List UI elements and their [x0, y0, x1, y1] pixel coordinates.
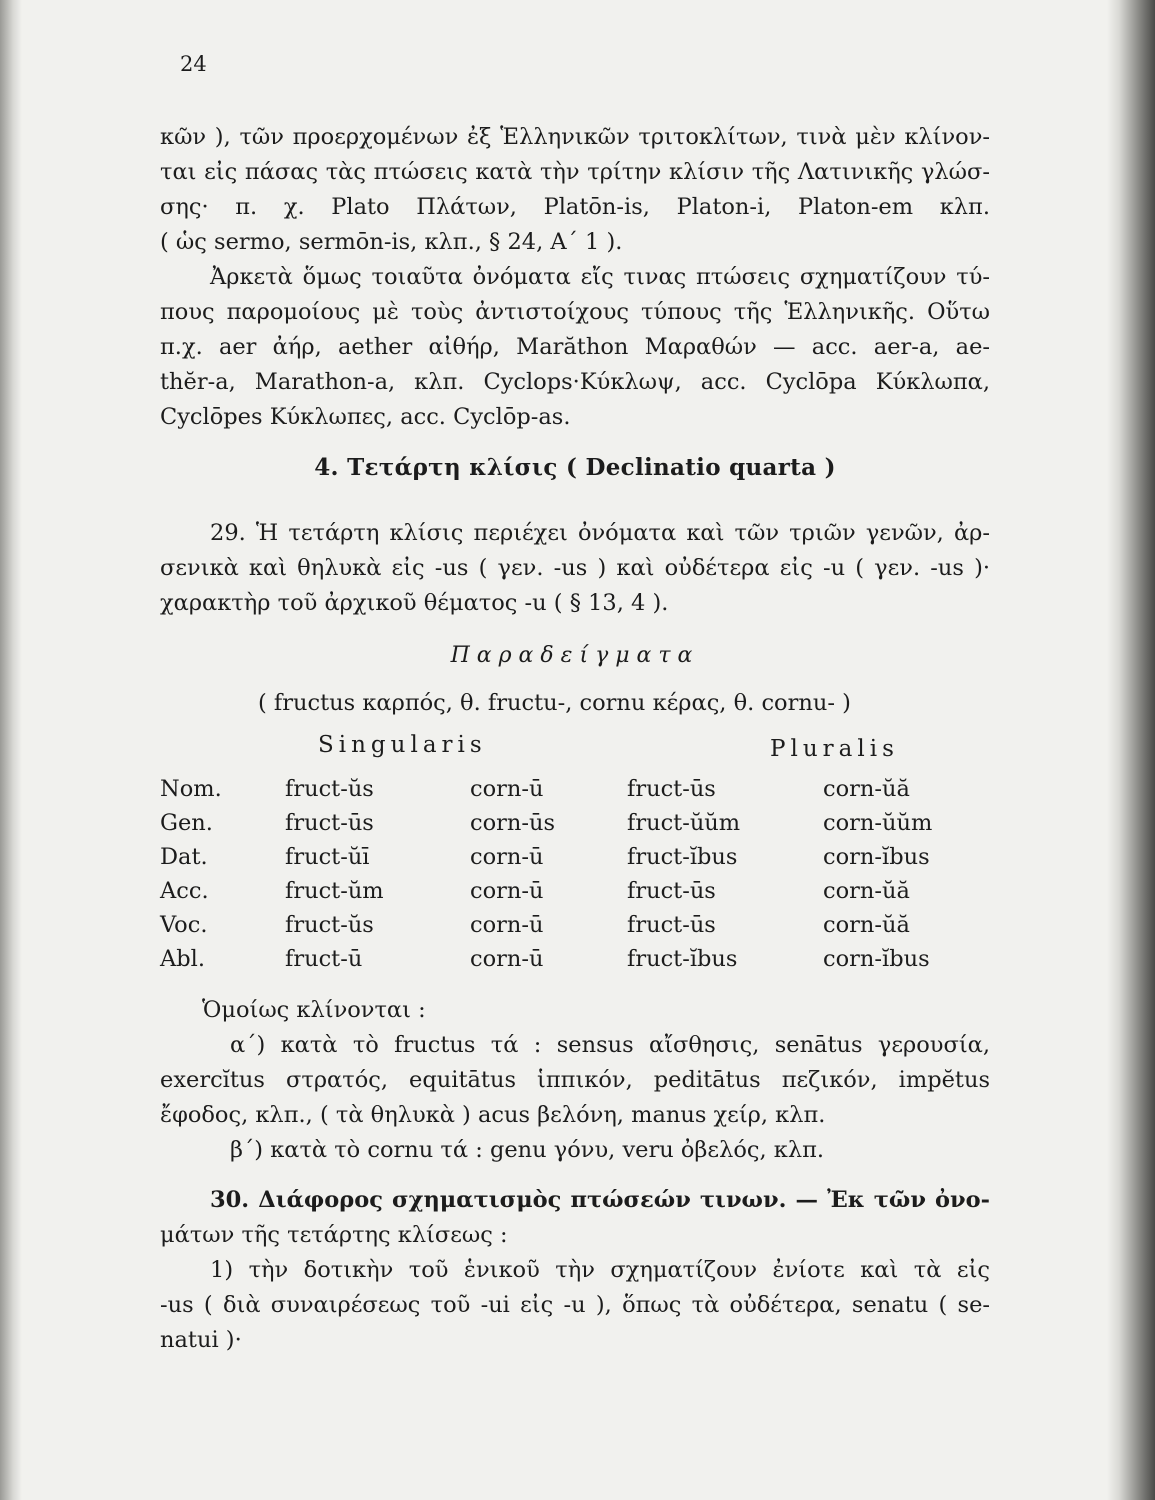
- table-cell: fruct-ū: [285, 946, 363, 972]
- text-line: α΄) κατὰ τὸ fructus τά : sensus αἴσθησις, senātus γερουσία,: [230, 1032, 990, 1058]
- table-cell: fruct-ĭbus: [627, 946, 738, 972]
- table-cell: corn-ū: [470, 776, 544, 802]
- table-cell: fruct-ĭbus: [627, 844, 738, 870]
- table-cell: corn-ŭă: [823, 878, 910, 904]
- text-line: 30. Διάφορος σχηματισμὸς πτώσεών τινων. — Ἐκ τῶν ὀνο-: [210, 1187, 990, 1213]
- text-line: σενικὰ καὶ θηλυκὰ εἰς -us ( γεν. -us ) καὶ οὐδέτερα εἰς -u ( γεν. -us )·: [160, 555, 990, 581]
- text-line: 1) τὴν δοτικὴν τοῦ ἑνικοῦ τὴν σχηματίζουν ἐνίοτε καὶ τὰ εἰς: [210, 1257, 990, 1283]
- singularis-header: Singularis: [318, 732, 487, 758]
- text-line: Cyclōpes Κύκλωπες, acc. Cyclōp-as.: [160, 404, 571, 430]
- table-cell: fruct-ŭm: [285, 878, 384, 904]
- page-edge-left: [0, 0, 22, 1500]
- table-cell: corn-ū: [470, 844, 544, 870]
- table-cell: fruct-ŭī: [285, 844, 370, 870]
- text-line: ἔφοδος, κλπ., ( τὰ θηλυκὰ ) acus βελόνη, manus χείρ, κλπ.: [160, 1102, 826, 1128]
- text-line: χαρακτὴρ τοῦ ἀρχικοῦ θέματος -u ( § 13, 4 ).: [160, 590, 669, 616]
- table-cell: corn-ū: [470, 946, 544, 972]
- table-row: [160, 844, 993, 878]
- page-edge-right: [1107, 0, 1155, 1500]
- text-line: exercĭtus στρατός, equitātus ἱππικόν, peditātus πεζικόν, impĕtus: [160, 1067, 990, 1093]
- case-label: Nom.: [160, 776, 222, 802]
- text-line: 29. Ἡ τετάρτη κλίσις περιέχει ὀνόματα καὶ τῶν τριῶν γενῶν, ἀρ-: [210, 520, 990, 546]
- table-cell: fruct-ūs: [627, 776, 716, 802]
- table-row: [160, 946, 993, 980]
- intro-paragraph: [160, 120, 990, 435]
- case-label: Acc.: [160, 878, 209, 904]
- table-cell: corn-ŭă: [823, 776, 910, 802]
- table-row: [160, 878, 993, 912]
- text-line: σης· π. χ. Plato Πλάτων, Platōn-is, Platon-i, Platon-em κλπ.: [160, 194, 990, 220]
- text-line: -us ( διὰ συναιρέσεως τοῦ -ui εἰς -u ), ὅπως τὰ οὐδέτερα, senatu ( se-: [160, 1292, 990, 1318]
- text-line: β΄) κατὰ τὸ cornu τά : genu γόνυ, veru ὀβελός, κλπ.: [230, 1137, 825, 1163]
- paradigm-note: ( fructus καρπός, θ. fructu-, cornu κέρας, θ. cornu- ): [258, 690, 851, 716]
- table-cell: corn-ĭbus: [823, 946, 930, 972]
- case-label: Gen.: [160, 810, 213, 836]
- table-row: [160, 912, 993, 946]
- page-number: 24: [180, 52, 207, 76]
- case-label: Dat.: [160, 844, 208, 870]
- table-cell: fruct-ŭs: [285, 776, 374, 802]
- declension-table: [160, 776, 993, 980]
- table-cell: corn-ŭă: [823, 912, 910, 938]
- text-line: πους παρομοίους μὲ τοὺς ἀντιστοίχους τύπους τῆς Ἑλληνικῆς. Οὕτω: [160, 299, 990, 325]
- table-row: [160, 810, 993, 844]
- text-line: μάτων τῆς τετάρτης κλίσεως :: [160, 1222, 508, 1248]
- table-cell: corn-ūs: [470, 810, 556, 836]
- text-line: natui )·: [160, 1327, 242, 1353]
- pluralis-header: Pluralis: [770, 736, 899, 762]
- table-cell: fruct-ŭŭm: [627, 810, 741, 836]
- table-row: [160, 776, 993, 810]
- table-cell: corn-ĭbus: [823, 844, 930, 870]
- text-line: ται εἰς πάσας τὰς πτώσεις κατὰ τὴν τρίτην κλίσιν τῆς Λατινικῆς γλώσ-: [160, 159, 990, 185]
- table-cell: corn-ū: [470, 912, 544, 938]
- table-cell: fruct-ŭs: [285, 912, 374, 938]
- section-29-paragraph: [160, 516, 990, 621]
- text-line: thĕr-a, Marathon-a, κλπ. Cyclops·Κύκλωψ, acc. Cyclōpa Κύκλωπα,: [160, 369, 990, 395]
- section-30-paragraph: [160, 1183, 990, 1358]
- case-label: Abl.: [160, 946, 205, 972]
- case-label: Voc.: [160, 912, 208, 938]
- text-line: Ἀρκετὰ ὅμως τοιαῦτα ὀνόματα εἴς τινας πτώσεις σχηματίζουν τύ-: [210, 264, 990, 290]
- section-heading: 4. Τετάρτη κλίσις ( Declinatio quarta ): [314, 454, 836, 481]
- table-cell: fruct-ūs: [627, 878, 716, 904]
- table-cell: corn-ū: [470, 878, 544, 904]
- text-line: ( ὡς sermo, sermōn-is, κλπ., § 24, Α΄ 1 ).: [160, 229, 623, 255]
- table-cell: fruct-ūs: [627, 912, 716, 938]
- similar-declension-paragraph: [160, 993, 990, 1168]
- text-line: Ὁμοίως κλίνονται :: [202, 997, 426, 1023]
- text-line: π.χ. aer ἀήρ, aether αἰθήρ, Marăthon Μαραθών — acc. aer-a, ae-: [160, 334, 990, 360]
- table-cell: fruct-ūs: [285, 810, 374, 836]
- table-cell: corn-ŭŭm: [823, 810, 933, 836]
- paradigm-title: Παραδείγματα: [450, 643, 700, 668]
- text-line: κῶν ), τῶν προερχομένων ἐξ Ἑλληνικῶν τριτοκλίτων, τινὰ μὲν κλίνον-: [160, 124, 990, 150]
